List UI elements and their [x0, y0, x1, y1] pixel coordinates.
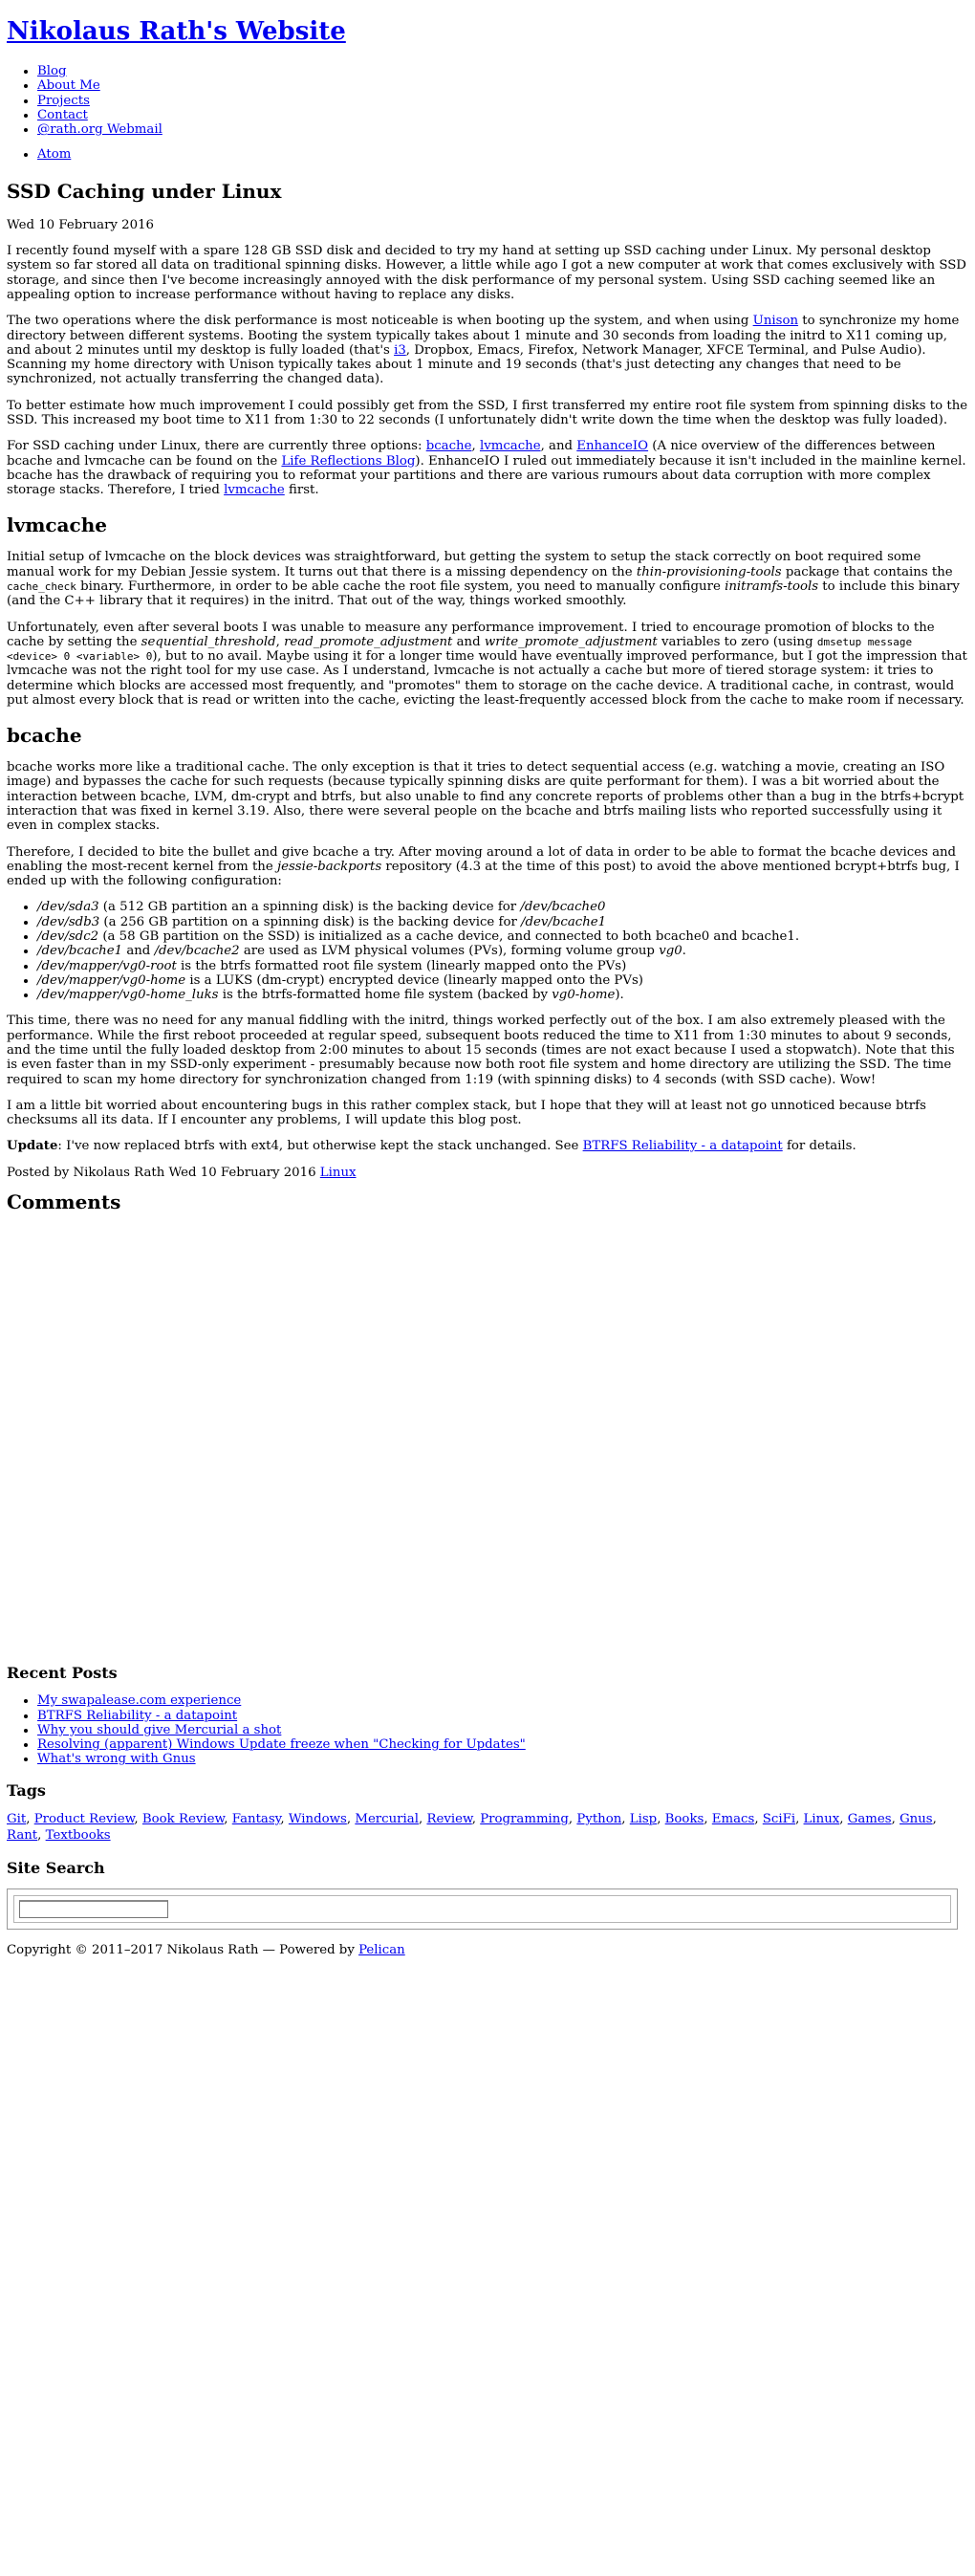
list-item: [37, 900, 968, 914]
list-item: [37, 944, 968, 958]
list-item: [37, 1737, 968, 1752]
category-link[interactable]: Linux: [319, 1165, 357, 1180]
paragraph-lvm-setup: [7, 550, 968, 608]
emphasis: /dev/mapper/vg0-home: [37, 972, 186, 988]
article-title: SSD Caching under Linux: [7, 179, 282, 203]
text: .: [682, 944, 686, 959]
btrfs-reliability-link[interactable]: BTRFS Reliability - a datapoint: [582, 1139, 783, 1154]
text: For SSD caching under Linux, there are currently three options:: [7, 439, 426, 454]
nav-item-contact: [37, 108, 968, 122]
emphasis: vg0-home: [552, 988, 616, 1003]
text: is the btrfs-formatted home file system (backed by: [218, 988, 552, 1003]
text: to synchronize my home directory between different systems. Booting the system typically takes about 1 minute and 30 seconds from loading the initrd to X11 coming up, and about 2 minutes until my desktop is fully loaded (that's: [7, 314, 960, 358]
copyright: Copyright © 2011–2017 Nikolaus Rath — Powered by: [7, 1943, 359, 1958]
nav-link-webmail[interactable]: @rath.org Webmail: [37, 122, 162, 138]
paragraph-bcache-result: This time, there was no need for any manual fiddling with the initrd, things worked perfectly out of the box. I am also extremely pleased with the performance. While the first reboot proceeded at regular speed, subsequent boots reduced the time to X11 from 1:30 minutes to about 9 seconds, and the time until the fully loaded desktop from 2:00 minutes to about 15 seconds (times are not exact because I used a stopwatch). Note that this is even faster than in my SSD-only experiment - presumably because now both root file system and home directory are utilizing the SSD. The time required to scan my home directory for synchronization changed from 1:19 (with spinning disks) to 4 seconds (with SSD cache). Wow!: [7, 1014, 955, 1087]
main-nav: [7, 64, 968, 137]
paragraph-worry: I am a little bit worried about encountering bugs in this rather complex stack, but I hope that they will at least not go unnoticed because btrfs checksums all its data. If I encounter any problems, I will update this blog post.: [7, 1098, 926, 1128]
emphasis: write_promote_adjustment: [484, 634, 658, 649]
paragraph-bcache-config: [7, 845, 968, 889]
paragraph-options: [7, 439, 968, 497]
emphasis: jessie-backports: [276, 859, 382, 874]
update-label: Update: [7, 1139, 58, 1154]
emphasis: read_promote_adjustment: [284, 634, 453, 649]
text: are used as LVM physical volumes (PVs), forming volume group: [239, 944, 660, 959]
tag-link[interactable]: Books: [664, 1812, 704, 1827]
text: ).: [615, 988, 624, 1003]
nav-item-blog: [37, 64, 968, 78]
text: for details.: [782, 1139, 856, 1154]
site-title-link[interactable]: Nikolaus Rath's Website: [7, 17, 346, 46]
tag-link[interactable]: Emacs: [711, 1812, 755, 1827]
emphasis: /dev/bcache1: [37, 944, 123, 959]
nav-item-projects: [37, 94, 968, 108]
feed-item-atom: [37, 147, 968, 162]
text: (a 58 GB partition on the SSD) is initialized as a cache device, and connected to both bcache0 and bcache1.: [98, 929, 800, 944]
tag-cloud: Git, Product Review, Book Review, Fantasy, Windows, Mercurial, Review, Programming, Python, Lisp, Books, Emacs, SciFi, Linux, Games, Gnus, Rant, Textbooks: [7, 1812, 937, 1844]
text: Initial setup of lvmcache on the block devices was straightforward, but getting the system to setup the stack correctly on boot required some manual work for my Debian Jessie system. It turns out that there is a missing dependency on the: [7, 550, 921, 579]
search-input[interactable]: [19, 1900, 168, 1918]
text: and: [122, 944, 155, 959]
text: (a 256 GB partition on a spinning disk) is the backing device for: [99, 914, 522, 929]
config-list: [7, 900, 968, 1002]
text: Therefore, I decided to bite the bullet and give bcache a try. After moving around a lot of data in order to be able to format the bcache devices and enabling the most-recent kernel from the: [7, 844, 957, 874]
footer: [7, 1943, 968, 1957]
nav-link-contact[interactable]: Contact: [37, 108, 88, 123]
tag-link[interactable]: Python: [576, 1812, 622, 1827]
emphasis: /dev/sda3: [37, 900, 99, 915]
tag-link[interactable]: Product Review: [33, 1812, 135, 1827]
tag-link[interactable]: Fantasy: [231, 1812, 281, 1827]
text: Unfortunately, even after several boots I was unable to measure any performance improvement. I tried to encourage promotion of blocks to the cache by setting the: [7, 620, 935, 649]
recent-posts-heading: Recent Posts: [7, 1663, 118, 1682]
text: , and: [540, 439, 577, 454]
list-item: [37, 915, 968, 929]
emphasis: sequential_threshold: [141, 634, 276, 649]
text: (A nice overview of the differences between bcache and lvmcache can be found on the: [7, 439, 936, 469]
site-title: [7, 17, 968, 47]
recent-posts-list: [7, 1693, 968, 1766]
text: The two operations where the disk performance is most noticeable is when booting up the system, and when using: [7, 314, 753, 329]
list-item: [37, 973, 968, 988]
tag-link[interactable]: Linux: [803, 1812, 840, 1827]
paragraph-intro: I recently found myself with a spare 128 GB SSD disk and decided to try my hand at setting up SSD caching under Linux. My personal desktop system so far stored all data on traditional spinning disks. However, a little while ago I got a new computer at work that comes exclusively with SSD storage, and since then I've become increasingly annoyed with the disk performance of my personal system. Using SSD caching seemed like an appealing option to increase performance without having to replace any disks.: [7, 244, 966, 302]
text: repository (4.3 at the time of this post) to avoid the above mentioned bcrypt+btrfs bug, I ended up with the following configuration:: [7, 859, 960, 889]
text: to include this binary (and the C++ library that it requires) in the initrd. That out of the way, things worked smoothly.: [7, 579, 960, 609]
recent-post-link[interactable]: BTRFS Reliability - a datapoint: [37, 1708, 238, 1723]
nav-item-webmail: [37, 122, 968, 137]
lvmcache-link[interactable]: lvmcache: [479, 439, 541, 454]
text: binary. Furthermore, in order to be able cache the root file system, you need to manually configure: [76, 579, 726, 594]
text: , Dropbox, Emacs, Firefox, Network Manager, XFCE Terminal, and Pulse Audio). Scanning my home directory with Unison typically takes about 1 minute and 19 seconds (that's just detecting any changes that need to be synchronized, not actually transferring the changed data).: [7, 342, 926, 387]
search-box: [7, 1888, 958, 1930]
text: ). EnhanceIO I ruled out immediately because it isn't included in the mainline kernel. bcache has the drawback of requiring you to reformat your partitions and there are various rumours about data corruption with more complex storage stacks. Therefore, I tried: [7, 453, 966, 498]
site-search-heading: Site Search: [7, 1858, 105, 1877]
list-item: [37, 1723, 968, 1737]
text: : I've now replaced btrfs with ext4, but otherwise kept the stack unchanged. See: [57, 1139, 583, 1154]
emphasis: initramfs-tools: [725, 579, 819, 594]
code: cache_check: [7, 579, 76, 593]
emphasis: /dev/mapper/vg0-home_luks: [37, 988, 219, 1003]
emphasis: /dev/bcache1: [521, 914, 607, 929]
text: first.: [284, 483, 319, 498]
lvmcache-link-2[interactable]: lvmcache: [224, 483, 285, 498]
paragraph-bcache-intro: bcache works more like a traditional cache. The only exception is that it tries to detect sequential access (e.g. watching a movie, creating an ISO image) and bypasses the cache for such requests (because typically spinning disks are quite performant for them). I was a bit worried about the interaction between bcache, LVM, dm-crypt and btrfs, but also unable to find any concrete reports of problems other than a bug in the btrfs+bcrypt interaction that was fixed in kernel 3.19. Also, there were several people on the bcache and btrfs mailing lists who reported successfully using it even in complex stacks.: [7, 760, 964, 834]
text: package that contains the: [781, 564, 953, 579]
tag-link[interactable]: Textbooks: [45, 1828, 111, 1844]
comments-heading: Comments: [7, 1190, 121, 1213]
emphasis: thin-provisioning-tools: [636, 564, 782, 579]
enhanceio-link[interactable]: EnhanceIO: [576, 439, 649, 454]
tag-link[interactable]: Git: [7, 1812, 27, 1827]
feed-link-atom[interactable]: Atom: [37, 146, 72, 162]
recent-post-link[interactable]: My swapalease.com experience: [37, 1693, 242, 1709]
text: ,: [471, 439, 480, 454]
emphasis: /dev/bcache0: [520, 900, 606, 915]
search-form: [13, 1895, 951, 1923]
article-date: Wed 10 February 2016: [7, 217, 154, 232]
nav-link-blog[interactable]: Blog: [37, 64, 67, 79]
text: ,: [275, 634, 285, 649]
tag-link[interactable]: Games: [847, 1812, 892, 1827]
text: (a 512 GB partition an a spinning disk) is the backing device for: [98, 900, 521, 915]
text: is a LUKS (dm-crypt) encrypted device (linearly mapped onto the PVs): [185, 972, 643, 988]
tag-link[interactable]: Review: [426, 1812, 472, 1827]
text: and: [452, 634, 485, 649]
list-item: [37, 1752, 968, 1766]
tag-link[interactable]: Rant: [7, 1828, 38, 1844]
i3-link[interactable]: i3: [394, 342, 406, 358]
posted-by: Posted by Nikolaus Rath Wed 10 February 2016: [7, 1165, 320, 1180]
emphasis: /dev/mapper/vg0-root: [37, 958, 177, 973]
emphasis: /dev/sdc2: [37, 929, 99, 944]
bcache-link[interactable]: bcache: [425, 439, 472, 454]
list-item: [37, 1709, 968, 1723]
tag-link[interactable]: Windows: [288, 1812, 347, 1827]
nav-item-about: [37, 78, 968, 93]
paragraph-operations: [7, 314, 968, 386]
nav-link-about[interactable]: About Me: [37, 78, 100, 94]
update-note: [7, 1139, 968, 1153]
emphasis: /dev/sdb3: [37, 914, 100, 929]
feed-links: [7, 147, 968, 162]
heading-lvmcache: lvmcache: [7, 513, 107, 537]
pelican-link[interactable]: Pelican: [358, 1943, 405, 1958]
comments-area: [7, 1213, 968, 1649]
list-item: [37, 959, 968, 973]
tag-link[interactable]: Mercurial: [355, 1812, 419, 1827]
recent-post-link[interactable]: What's wrong with Gnus: [37, 1752, 196, 1767]
code: dmsetup message <device> 0 <variable> 0: [7, 635, 913, 664]
paragraph-lvm-result: [7, 621, 968, 709]
unison-link[interactable]: Unison: [752, 314, 799, 329]
recent-post-link[interactable]: Why you should give Mercurial a shot: [37, 1722, 282, 1737]
tag-link[interactable]: Programming: [480, 1812, 569, 1827]
text: is the btrfs formatted root file system (linearly mapped onto the PVs): [176, 958, 627, 973]
text: variables to zero (using: [657, 634, 817, 649]
paragraph-estimate: To better estimate how much improvement I could possibly get from the SSD, I first transferred my entire root file system from spinning disks to the SSD. This increased my boot time to X11 from 1:30 to 22 seconds (I unfortunately didn't write down the time when the desktop was fully loaded).: [7, 398, 968, 427]
list-item: [37, 929, 968, 944]
tag-link[interactable]: Book Review: [141, 1812, 225, 1827]
list-item: [37, 1693, 968, 1708]
tags-heading: Tags: [7, 1780, 46, 1800]
emphasis: /dev/bcache2: [154, 944, 240, 959]
recent-post-link[interactable]: Resolving (apparent) Windows Update freeze when "Checking for Updates": [37, 1737, 526, 1753]
tag-link[interactable]: SciFi: [762, 1812, 796, 1827]
post-meta: [7, 1166, 968, 1180]
text: ), but to no avail. Maybe using it for a longer time would have eventually improved performance, but I got the impression that lvmcache was not the right tool for my use case. As I understand, lvmcache is not actually a cache but more of tiered storage system: it tries to determine which blocks are accessed most frequently, and "promotes" them to storage on the cache device. A traditional cache, in contrast, would put almost every block that is read or written into the cache, evicting the least-frequently accessed block from the cache to make room if necessary.: [7, 649, 967, 708]
tag-link[interactable]: Lisp: [629, 1812, 658, 1827]
emphasis: vg0: [659, 944, 682, 959]
nav-link-projects[interactable]: Projects: [37, 93, 90, 108]
tag-link[interactable]: Gnus: [899, 1812, 933, 1827]
heading-bcache: bcache: [7, 724, 82, 748]
list-item: [37, 988, 968, 1002]
life-reflections-link[interactable]: Life Reflections Blog: [281, 453, 416, 469]
